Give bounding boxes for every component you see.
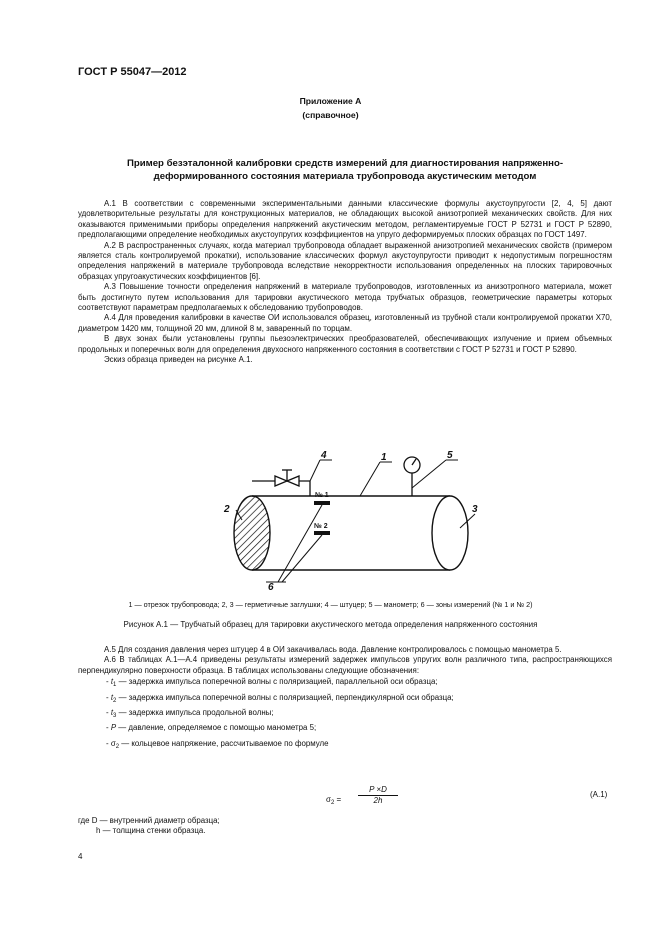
zone-1-marker: [314, 501, 330, 505]
formula-fraction: [358, 785, 398, 805]
where-line-1: где D — внутренний диаметр образца;: [78, 816, 220, 825]
body-section-2: [78, 645, 612, 753]
annex-label: Приложение А: [299, 96, 362, 106]
valve-right: [287, 476, 299, 486]
paragraph-figure-ref: Эскиз образца приведен на рисунке А.1.: [104, 355, 253, 365]
formula-denominator: 2h: [373, 796, 383, 805]
figure-caption: Рисунок А.1 — Трубчатый образец для тарировки акустического метода определения напряженного состояния: [123, 620, 538, 629]
paragraph-a4: А.4 Для проведения калибровки в качестве ОИ использовался образец, изготовленный из трубной стали контролируемой прокатки Х70, диаметром 1420 мм, толщиной 20 мм, длиной 8 м, заваренный по торцам.: [78, 313, 612, 333]
annex-title: [78, 157, 612, 183]
paragraph-a6: А.6 В таблицах А.1—А.4 приведены результаты измерений задержек импульсов упругих волн различного типа, распространяющихся перпендикулярно поверхности образца. В таблицах использованы следующие обозначения:: [78, 655, 612, 675]
annex-type: (справочное): [302, 110, 359, 120]
end-cap-left: [234, 496, 270, 570]
label-2: 2: [224, 504, 230, 515]
formula-lhs: σ: [326, 795, 331, 804]
equation-number: (А.1): [590, 790, 608, 799]
label-6: 6: [268, 582, 274, 593]
zone-2-marker: [314, 531, 330, 535]
valve-left: [275, 476, 287, 486]
paragraph-a2: А.2 В распространенных случаях, когда материал трубопровода обладает выраженной анизотропией механических свойств (примером является сталь контролируемой прокатки), использование классических формул акустоупругости приводит к недопустимым погрешностям определения напряжений в материале трубопровода вследствие некорректности использования определенных на плоских тарировочных образцах упругоакустических коэффициентов [6].: [78, 240, 612, 281]
leader-6b: [282, 535, 322, 582]
document-page: ГОСТ Р 55047—2012 Приложение А (справочное) Пример безэталонной калибровки средств измерений для диагностирования напряженно- деформированного состояния материала трубопровода акустическим методом А.1 В соответствии с современными экспериментальными данными классические формулы акустоупругости [2, 4, 5] дают удовлетворительные результаты для конструкционных материалов, не обладающих высокой анизотропией механических свойств. Для них оказываются применимыми приборы определения напряжений акустическим методом, регламентируемые ГОСТ Р 52731 и ГОСТ Р 52890, предполагающими определение необходимых акустоупругих коэффициентов на упруго деформируемых плоских образцах по ГОСТ 1497. А.2 В распространенных случаях, когда материал трубопровода обладает выраженной анизотропией механических свойств (примером является сталь контролируемой прокатки), использование классических формул акустоупругости приводит к недопустимым погрешностям определения напряжений в материале трубопровода вследствие некорректности использования определенных на плоских тарировочных образцах упругоакустических коэффициентов [6]. А.3 Повышение точности определения напряжений в материале трубопроводов, изготовленных из анизотропного материала, может быть достигнуто путем использования для тарировки акустического метода трубчатых образцов, геометрические параметры которых соответствуют параметрам предполагаемых к обследованию трубопроводов. А.4 Для проведения калибровки в качестве ОИ использовался образец, изготовленный из трубной стали контролируемой прокатки Х70, диаметром 1420 мм, толщиной 20 мм, длиной 8 м, заваренный по торцам. В двух зонах были установлены группы пьезоэлектрических преобразователей, обеспечивающих излучение и прием объемных продольных и поперечных волн для определения двухосного напряженного состояния в соответствии с ГОСТ Р 52731 и ГОСТ Р 52890. Эскиз образца приведен на рисунке А.1. 4 1 5 2 3 6 № 1 № 2 1 — отрезок трубопровода; 2, 3 — герметичные заглушки; 4 — штуцер; 5 — манометр; 6 — зоны измерений (№ 1 и № 2) Рисунок А.1 — Трубчатый образец для тарировки акустического метода определения напряженного состояния А.5 Для создания давления через штуцер 4 в ОИ закачивалась вода. Давление контролировалось с помощью манометра 5. А.6 В таблицах А.1—А.4 приведены результаты измерений задержек импульсов упругих волн различного типа, распространяющихся перпендикулярно поверхности образца. В таблицах использованы следующие обозначения: - $t_1$ — задержка импульса поперечной волны с поляризацией, параллельной оси образца; - $t_2$ — задержка импульса поперечной волны с поляризацией, перпендикулярной оси образца; - $t_3$ — задержка импульса продольной волны; - P — давление, определяемое с помощью манометра 5; - $\sigma_2$ — кольцевое напряжение, рассчитываемое по формуле $\sigma_2$ = $\frac{P \times D}{2h}$ (А.1) где D — внутренний диаметр образца; h — толщина стенки образца. 4: [0, 0, 661, 936]
list-item: - $t_3$ — задержка импульса продольной волны;: [106, 708, 274, 720]
pipe-specimen-figure: [190, 448, 510, 598]
label-1: 1: [381, 452, 387, 463]
label-zone-2: № 2: [314, 523, 328, 530]
list-item: - $\sigma_2$ — кольцевое напряжение, рассчитываемое по формуле: [106, 738, 329, 750]
list-item: - P — давление, определяемое с помощью манометра 5;: [106, 723, 317, 733]
label-5: 5: [447, 450, 453, 461]
figure-legend: 1 — отрезок трубопровода; 2, 3 — герметичные заглушки; 4 — штуцер; 5 — манометр; 6 — зоны измерений (№ 1 и № 2): [128, 600, 533, 609]
label-4: 4: [321, 450, 327, 461]
paragraph-a3: А.3 Повышение точности определения напряжений в материале трубопроводов, изготовленных из анизотропного материала, может быть достигнуто путем использования для тарировки акустического метода трубчатых образцов, геометрические параметры которых соответствуют параметрам предполагаемых к обследованию трубопроводов.: [78, 282, 612, 313]
list-item: - $t_2$ — задержка импульса поперечной волны с поляризацией, перпендикулярной оси образца;: [106, 692, 454, 704]
symbol-list: [78, 676, 612, 753]
label-3: 3: [472, 504, 478, 515]
annex-title-line2: деформированного состояния материала трубопровода акустическим методом: [153, 171, 537, 182]
body-section-1: [78, 199, 612, 366]
where-line-2: h — толщина стенки образца.: [96, 826, 206, 836]
list-item: - $t_1$ — задержка импульса поперечной волны с поляризацией, параллельной оси образца;: [106, 677, 438, 689]
end-cap-right: [432, 496, 468, 570]
paragraph-sensors: В двух зонах были установлены группы пьезоэлектрических преобразователей, обеспечивающих излучение и прием объемных продольных и поперечных волн для определения двухосного напряженного состояния в соответствии с ГОСТ Р 52731 и ГОСТ Р 52890.: [78, 334, 612, 354]
leader-4: [310, 460, 320, 481]
formula-numerator: P ×D: [358, 785, 398, 796]
document-header: ГОСТ Р 55047—2012: [78, 66, 187, 78]
page-number: 4: [78, 852, 83, 861]
leader-1: [360, 462, 380, 496]
annex-title-line1: Пример безэталонной калибровки средств измерений для диагностирования напряженно-: [126, 158, 564, 169]
label-zone-1: № 1: [315, 492, 329, 499]
paragraph-a1: А.1 В соответствии с современными экспериментальными данными классические формулы акустоупругости [2, 4, 5] дают удовлетворительные результаты для конструкционных материалов, не обладающих высокой анизотропией механических свойств. Для них оказываются применимыми приборы определения напряжений акустическим методом, регламентируемые ГОСТ Р 52731 и ГОСТ Р 52890, предполагающими определение необходимых акустоупругих коэффициентов на упруго деформируемых плоских образцах по ГОСТ 1497.: [78, 199, 612, 240]
paragraph-a5: А.5 Для создания давления через штуцер 4 в ОИ закачивалась вода. Давление контролировалось с помощью манометра 5.: [104, 645, 562, 654]
formula-where: [78, 816, 220, 837]
